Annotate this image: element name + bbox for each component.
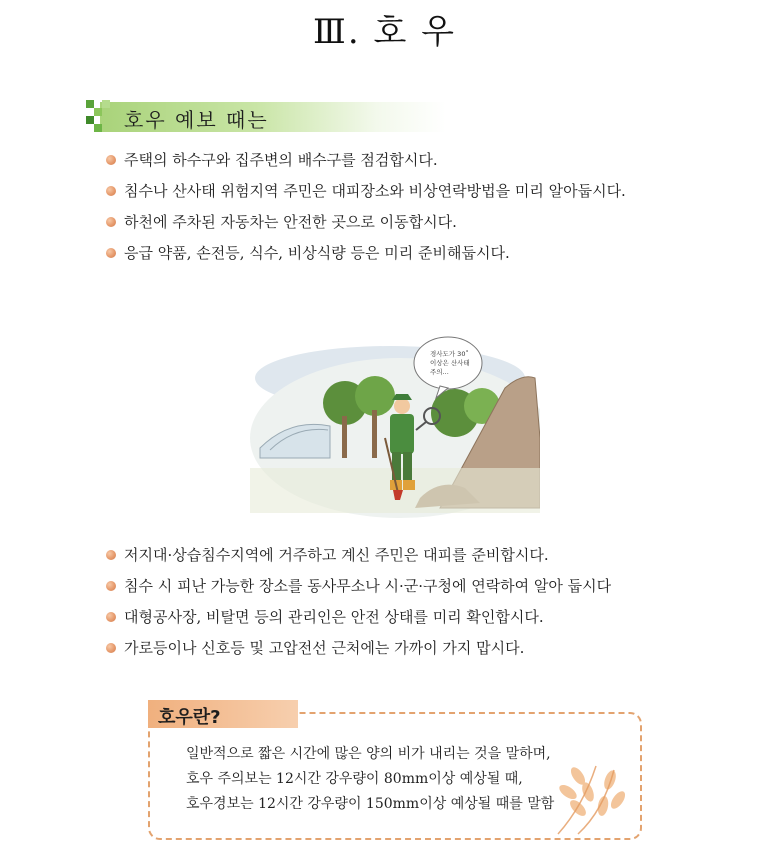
- list-item: [106, 638, 611, 669]
- list-item-text: 저지대·상습침수지역에 거주하고 계신 주민은 대피를 준비합시다.: [124, 546, 549, 564]
- tree-trunk: [342, 416, 347, 458]
- list-item-text: 침수 시 피난 가능한 장소를 동사무소나 시·군·구청에 연락하여 알아 둡시다: [124, 577, 612, 595]
- heading-square-deco: [94, 124, 102, 132]
- list-item-text: 주택의 하수구와 집주변의 배수구를 점검합시다.: [124, 151, 438, 169]
- heading-square-deco: [86, 100, 94, 108]
- info-box-heading: 호우란?: [158, 707, 221, 728]
- list-item: [106, 576, 611, 607]
- list-item: [106, 181, 626, 212]
- info-box-line: 일반적으로 짧은 시간에 많은 양의 비가 내리는 것을 말하며,: [186, 746, 551, 762]
- heading-square-deco: [94, 108, 102, 116]
- person-leg: [403, 452, 412, 482]
- section-heading: [86, 100, 446, 133]
- info-box-line: 호우 주의보는 12시간 강우량이 80mm이상 예상될 때,: [186, 771, 523, 787]
- person-body: [390, 414, 414, 454]
- bullet-list-top: [106, 150, 626, 274]
- list-item: [106, 150, 626, 181]
- bullet-dot-icon: [106, 612, 116, 622]
- landslide-illustration: [250, 318, 540, 518]
- list-item: [106, 545, 611, 576]
- list-item: [106, 243, 626, 274]
- tree-trunk: [372, 410, 377, 458]
- info-box-tab: [148, 700, 298, 728]
- bullet-dot-icon: [106, 550, 116, 560]
- list-item-text: 가로등이나 신호등 및 고압전선 근처에는 가까이 가지 맙시다.: [124, 639, 525, 657]
- list-item-text: 침수나 산사태 위험지역 주민은 대피장소와 비상연락방법을 미리 알아둡시다.: [124, 182, 626, 200]
- list-item: [106, 607, 611, 638]
- info-box-line: 호우경보는 12시간 강우량이 150mm이상 예상될 때를 말함: [186, 796, 555, 812]
- speech-bubble-line: 주의...: [430, 368, 449, 376]
- heading-square-deco: [102, 100, 110, 108]
- bullet-dot-icon: [106, 581, 116, 591]
- bullet-dot-icon: [106, 217, 116, 227]
- section-heading-label: 호우 예보 때는: [124, 108, 269, 132]
- bullet-dot-icon: [106, 643, 116, 653]
- list-item-text: 대형공사장, 비탈면 등의 관리인은 안전 상태를 미리 확인합시다.: [124, 608, 544, 626]
- page-title: Ⅲ. 호 우: [313, 12, 456, 52]
- bullet-dot-icon: [106, 155, 116, 165]
- bullet-list-bottom: [106, 545, 611, 669]
- info-box-text: [186, 744, 554, 819]
- wheat-icon: [548, 756, 632, 836]
- bullet-dot-icon: [106, 248, 116, 258]
- list-item-text: 하천에 주차된 자동차는 안전한 곳으로 이동합시다.: [124, 213, 457, 231]
- list-item: [106, 212, 626, 243]
- heading-square-deco: [86, 116, 94, 124]
- person-boot: [403, 480, 415, 490]
- bullet-dot-icon: [106, 186, 116, 196]
- speech-bubble-line: 경사도가 30˚: [430, 350, 469, 358]
- list-item-text: 응급 약품, 손전등, 식수, 비상식량 등은 미리 준비해둡시다.: [124, 244, 510, 262]
- person-head: [394, 398, 410, 414]
- speech-bubble-line: 이상은 산사태: [430, 359, 470, 367]
